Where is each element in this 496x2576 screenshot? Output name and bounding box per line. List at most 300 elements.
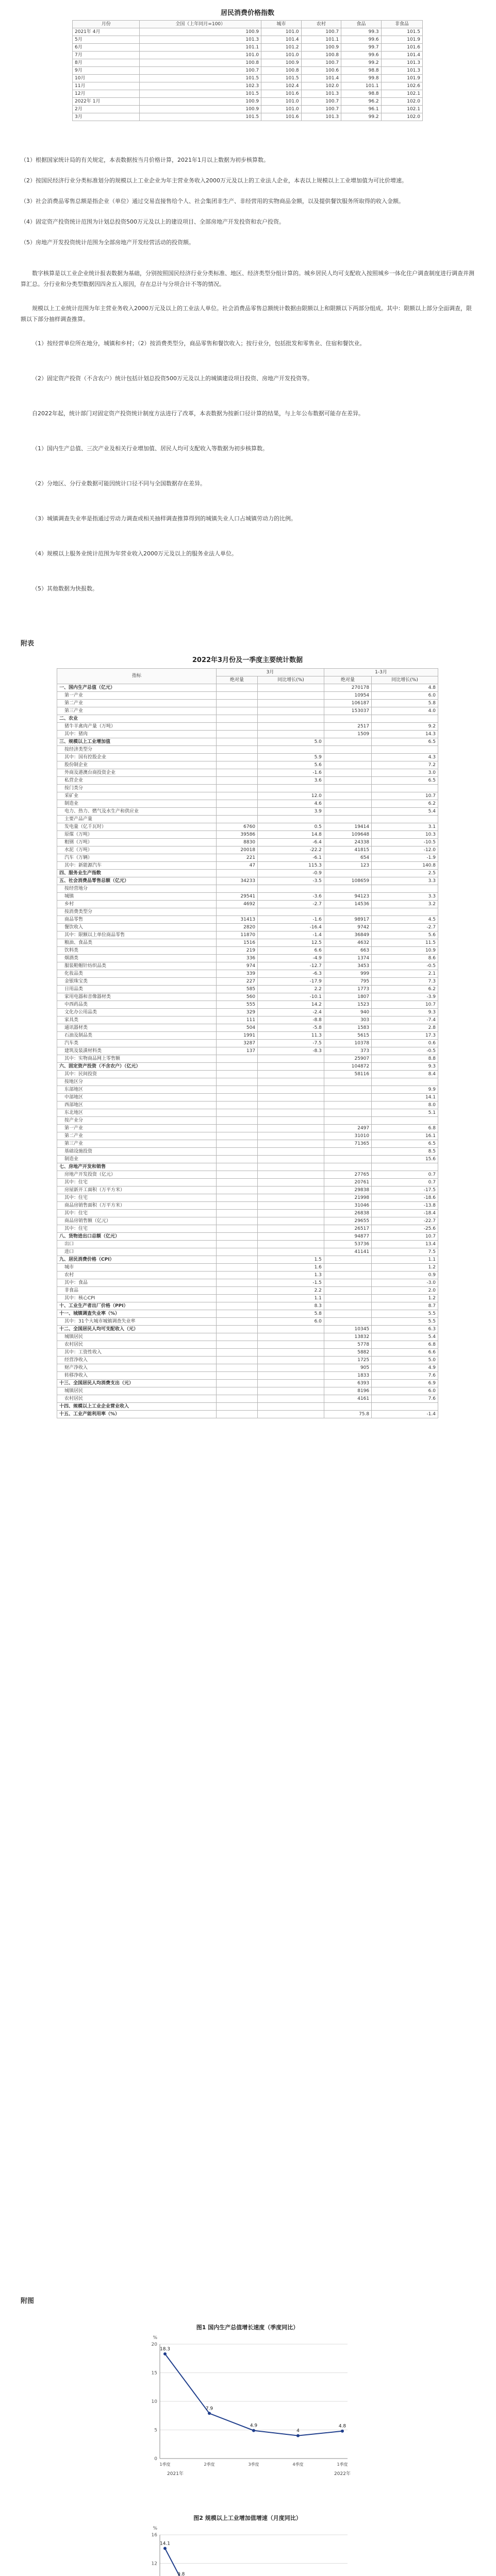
main-table-cell: 金银珠宝类 bbox=[57, 978, 217, 986]
main-table-cell: -16.4 bbox=[258, 924, 324, 931]
main-table-row bbox=[57, 1171, 438, 1179]
main-table-cell bbox=[258, 1140, 324, 1148]
main-table-cell: 26838 bbox=[324, 1210, 371, 1217]
main-table-row bbox=[57, 777, 438, 785]
main-table-cell bbox=[217, 1318, 258, 1326]
body-paragraph: （3）城镇调查失业率是指通过劳动力调查或相关抽样调查推算得到的城镇失业人口占城镇劳动力的比例。 bbox=[32, 515, 296, 522]
main-table-cell: 504 bbox=[217, 1024, 258, 1032]
main-table-cell bbox=[217, 1272, 258, 1279]
main-table-cell bbox=[258, 1225, 324, 1233]
top-table-cell: 2022年 1月 bbox=[73, 98, 140, 106]
note-item: （5）房地产开发投资统计范围为全部房地产开发经营活动的投资额。 bbox=[21, 239, 194, 246]
top-table-title: 居民消费价格指数 bbox=[220, 9, 274, 17]
main-table-cell bbox=[217, 785, 258, 792]
main-table-cell bbox=[258, 1101, 324, 1109]
main-table-cell bbox=[217, 761, 258, 769]
main-table-row bbox=[57, 731, 438, 738]
main-table-cell: -6.1 bbox=[258, 854, 324, 862]
main-table-cell: 4.0 bbox=[372, 707, 438, 715]
main-table-cell bbox=[217, 1117, 258, 1125]
main-table-cell: 11870 bbox=[217, 931, 258, 939]
main-table-cell: 940 bbox=[324, 1009, 371, 1016]
main-table-cell bbox=[217, 1156, 258, 1163]
main-table-row bbox=[57, 800, 438, 808]
main-table-cell: 1773 bbox=[324, 986, 371, 993]
top-table-body bbox=[73, 28, 423, 121]
main-table-header-cell: 指标 bbox=[57, 669, 217, 684]
main-table-cell: 十三、全国居民人均消费支出（元） bbox=[57, 1380, 217, 1387]
main-table-cell bbox=[217, 707, 258, 715]
main-table-cell: 其中：新能源汽车 bbox=[57, 862, 217, 870]
main-table-cell: 8830 bbox=[217, 839, 258, 846]
main-table-cell: 71365 bbox=[324, 1140, 371, 1148]
top-table-block bbox=[72, 7, 423, 121]
main-table-cell bbox=[217, 1264, 258, 1272]
main-table-cell bbox=[372, 1163, 438, 1171]
main-table-cell: 10.9 bbox=[372, 947, 438, 955]
main-table-cell bbox=[217, 1395, 258, 1403]
main-table-row bbox=[57, 1302, 438, 1310]
main-table-cell: 1.6 bbox=[258, 1264, 324, 1272]
main-table-header-cell: 3月 bbox=[217, 669, 324, 676]
main-table-cell: -1.4 bbox=[372, 1411, 438, 1418]
main-table-cell: 5.4 bbox=[372, 1333, 438, 1341]
main-table-cell bbox=[258, 1210, 324, 1217]
main-table-row bbox=[57, 1047, 438, 1055]
main-table-cell: 5.1 bbox=[372, 1109, 438, 1117]
y-tick-label: 5 bbox=[154, 2428, 157, 2433]
main-table-cell: 汽车类 bbox=[57, 1040, 217, 1047]
group-label: 2022年 bbox=[334, 2471, 351, 2477]
main-table-cell: 29838 bbox=[324, 1187, 371, 1194]
main-table-cell bbox=[258, 1078, 324, 1086]
main-table-cell bbox=[217, 1086, 258, 1094]
main-table-cell bbox=[258, 684, 324, 692]
data-point bbox=[163, 2547, 167, 2550]
main-table-cell: 19414 bbox=[324, 823, 371, 831]
main-table-cell: 663 bbox=[324, 947, 371, 955]
main-table-cell: 29541 bbox=[217, 893, 258, 901]
main-table-cell bbox=[258, 1333, 324, 1341]
main-table-cell: 336 bbox=[217, 955, 258, 962]
top-table-cell: 9月 bbox=[73, 67, 140, 75]
main-table-cell: 14.3 bbox=[372, 731, 438, 738]
main-table-cell: 2.2 bbox=[258, 986, 324, 993]
top-table-cell: 100.7 bbox=[301, 106, 341, 113]
main-table-cell: 10378 bbox=[324, 1040, 371, 1047]
top-table-cell: 99.2 bbox=[341, 59, 382, 67]
main-table-cell: 制造业 bbox=[57, 800, 217, 808]
main-table-cell bbox=[324, 1086, 371, 1094]
main-table-cell: -25.6 bbox=[372, 1225, 438, 1233]
main-table-cell: 5.6 bbox=[258, 761, 324, 769]
main-table-cell bbox=[324, 754, 371, 761]
main-table-cell: 0.6 bbox=[372, 1040, 438, 1047]
top-table-row bbox=[73, 113, 423, 121]
main-table-cell: 中西药品类 bbox=[57, 1001, 217, 1009]
main-table-cell: -4.9 bbox=[258, 955, 324, 962]
main-table-row bbox=[57, 1140, 438, 1148]
main-table-cell bbox=[258, 1156, 324, 1163]
top-table-cell: 100.8 bbox=[301, 52, 341, 59]
top-table-cell: 101.6 bbox=[261, 90, 302, 98]
main-table-cell: 九、居民消费价格（CPI） bbox=[57, 1256, 217, 1264]
main-table-cell bbox=[258, 1357, 324, 1364]
main-table-cell: 乡村 bbox=[57, 901, 217, 908]
main-table-cell: 9.2 bbox=[372, 723, 438, 731]
main-table-cell: 6393 bbox=[324, 1380, 371, 1387]
data-label: 9.8 bbox=[177, 2572, 185, 2576]
main-table-cell bbox=[217, 1202, 258, 1210]
main-table-cell: 9.3 bbox=[372, 1063, 438, 1071]
main-table-cell: 4.8 bbox=[372, 684, 438, 692]
x-tick-label: 1季度 bbox=[337, 2462, 348, 2467]
main-table-cell: 一、国内生产总值（亿元） bbox=[57, 684, 217, 692]
main-table-cell bbox=[258, 715, 324, 723]
main-table-row bbox=[57, 862, 438, 870]
main-table-cell: -0.5 bbox=[372, 1047, 438, 1055]
top-table-cell: 100.8 bbox=[261, 67, 302, 75]
main-table-cell bbox=[217, 792, 258, 800]
main-table-cell: 10.3 bbox=[372, 831, 438, 839]
main-table-cell: 11.5 bbox=[372, 939, 438, 947]
top-table-cell: 100.8 bbox=[140, 59, 261, 67]
main-table-cell bbox=[258, 1403, 324, 1411]
main-table-cell: 4.9 bbox=[372, 1364, 438, 1372]
main-table-cell bbox=[258, 723, 324, 731]
main-table-cell: 其中：限额以上单位商品零售 bbox=[57, 931, 217, 939]
main-table-cell: 建筑及装潢材料类 bbox=[57, 1047, 217, 1055]
top-table-cell: 98.8 bbox=[341, 90, 382, 98]
main-table-cell: 6.0 bbox=[372, 1387, 438, 1395]
main-table-cell bbox=[258, 1071, 324, 1078]
main-table-cell: 城市 bbox=[57, 1264, 217, 1272]
note-item: （3）社会消费品零售总额是指企业（单位）通过交易直接售给个人、社会集团非生产、非经营用的实物商品金额，以及提供餐饮服务所取得的收入金额。 bbox=[21, 198, 404, 205]
main-table-cell: -12.0 bbox=[372, 846, 438, 854]
main-table-cell: 其中：31个大城市城镇调查失业率 bbox=[57, 1318, 217, 1326]
main-table-cell bbox=[372, 1403, 438, 1411]
main-table-cell: 7.6 bbox=[372, 1372, 438, 1380]
main-table-cell bbox=[258, 1179, 324, 1187]
main-table-cell bbox=[324, 1318, 371, 1326]
main-table-cell bbox=[217, 1171, 258, 1179]
top-table-header-row bbox=[73, 21, 423, 28]
main-table-cell: 974 bbox=[217, 962, 258, 970]
main-table-cell: 其中：工资性收入 bbox=[57, 1349, 217, 1357]
main-table-cell: 14536 bbox=[324, 901, 371, 908]
main-table-row bbox=[57, 939, 438, 947]
top-table-cell: 101.1 bbox=[301, 36, 341, 44]
main-table-cell bbox=[258, 1395, 324, 1403]
body-paragraph: （2）分地区、分行业数据可能因统计口径不同与全国数据存在差异。 bbox=[32, 480, 206, 487]
data-label: 14.1 bbox=[159, 2541, 171, 2547]
main-table-cell: -18.6 bbox=[372, 1194, 438, 1202]
main-table-cell: 1.1 bbox=[372, 1256, 438, 1264]
main-table-cell bbox=[324, 1163, 371, 1171]
main-table-cell: 339 bbox=[217, 970, 258, 978]
main-table-cell: 十一、城镇调查失业率（%） bbox=[57, 1310, 217, 1318]
top-table-cell: 101.6 bbox=[381, 44, 422, 52]
main-table-cell bbox=[217, 1380, 258, 1387]
top-table-cell: 100.6 bbox=[301, 67, 341, 75]
main-table-cell bbox=[258, 1380, 324, 1387]
main-table-cell bbox=[258, 785, 324, 792]
main-table-cell: -7.5 bbox=[258, 1040, 324, 1047]
main-table-cell: 0.9 bbox=[372, 1272, 438, 1279]
main-table-cell: 六、固定资产投资（不含农户）（亿元） bbox=[57, 1063, 217, 1071]
top-table-cell: 102.6 bbox=[381, 82, 422, 90]
top-table-cell: 101.5 bbox=[381, 28, 422, 36]
main-table-cell: 58116 bbox=[324, 1071, 371, 1078]
main-table-cell: 其中：食品 bbox=[57, 1279, 217, 1287]
y-tick-label: 15 bbox=[151, 2370, 157, 2376]
main-table-cell: 房地产开发投资（亿元） bbox=[57, 1171, 217, 1179]
main-table-cell: 烟酒类 bbox=[57, 955, 217, 962]
main-table-row bbox=[57, 854, 438, 862]
main-table-cell: 555 bbox=[217, 1001, 258, 1009]
main-table-row bbox=[57, 715, 438, 723]
main-table-row bbox=[57, 1349, 438, 1357]
main-table-cell bbox=[217, 1210, 258, 1217]
main-table-cell: 文化办公用品类 bbox=[57, 1009, 217, 1016]
main-table-cell: 转移净收入 bbox=[57, 1372, 217, 1380]
main-table-cell bbox=[217, 808, 258, 816]
main-table-cell: 6.2 bbox=[372, 986, 438, 993]
main-table-cell bbox=[324, 746, 371, 754]
main-table-cell bbox=[258, 1364, 324, 1372]
main-table-row bbox=[57, 1295, 438, 1302]
main-table-cell: 47 bbox=[217, 862, 258, 870]
main-table-row bbox=[57, 978, 438, 986]
main-table-cell: 房屋新开工面积（万平方米） bbox=[57, 1187, 217, 1194]
main-table-cell: 13832 bbox=[324, 1333, 371, 1341]
top-table-header-cell: 非食品 bbox=[381, 21, 422, 28]
main-table-cell bbox=[372, 816, 438, 823]
main-table-cell: 3.9 bbox=[258, 808, 324, 816]
main-table-cell: 第二产业 bbox=[57, 1132, 217, 1140]
main-table-cell: 6.3 bbox=[372, 1326, 438, 1333]
main-table-cell: 2.5 bbox=[372, 870, 438, 877]
main-table-cell bbox=[258, 885, 324, 893]
main-table-cell: 其中：住宅 bbox=[57, 1225, 217, 1233]
main-table-cell: 0.7 bbox=[372, 1179, 438, 1187]
main-table-cell: 5.4 bbox=[372, 808, 438, 816]
main-table-cell bbox=[258, 1217, 324, 1225]
main-table-row bbox=[57, 1132, 438, 1140]
main-table-cell bbox=[324, 1101, 371, 1109]
main-table-cell bbox=[258, 816, 324, 823]
main-table-cell bbox=[372, 885, 438, 893]
main-table-cell: 1.2 bbox=[372, 1295, 438, 1302]
top-table-cell: 99.6 bbox=[341, 52, 382, 59]
main-table-row bbox=[57, 1086, 438, 1094]
top-table-cell: 100.7 bbox=[301, 59, 341, 67]
main-table-cell bbox=[217, 715, 258, 723]
main-table-cell: 221 bbox=[217, 854, 258, 862]
main-table-cell: 十、工业生产者出厂价格（PPI） bbox=[57, 1302, 217, 1310]
top-table-cell: 101.5 bbox=[140, 75, 261, 82]
body-paragraph: （5）其他数据为快报数。 bbox=[32, 585, 98, 592]
main-table-cell: 4632 bbox=[324, 939, 371, 947]
main-table-row bbox=[57, 916, 438, 924]
top-table-cell: 98.8 bbox=[341, 67, 382, 75]
main-table-subheader-cell: 同比增长(%) bbox=[258, 676, 324, 684]
main-table-cell bbox=[217, 1125, 258, 1132]
main-table-row bbox=[57, 839, 438, 846]
main-table-cell bbox=[324, 761, 371, 769]
top-table-row bbox=[73, 44, 423, 52]
main-table-cell bbox=[217, 1403, 258, 1411]
main-table-cell bbox=[258, 1194, 324, 1202]
main-table-cell bbox=[372, 785, 438, 792]
main-table-cell bbox=[217, 1341, 258, 1349]
main-table-cell bbox=[217, 1310, 258, 1318]
main-table-row bbox=[57, 1117, 438, 1125]
main-table-cell bbox=[258, 1148, 324, 1156]
main-table-cell: 94123 bbox=[324, 893, 371, 901]
main-table-cell bbox=[324, 1156, 371, 1163]
main-table-row bbox=[57, 986, 438, 993]
main-table-cell: 140.8 bbox=[372, 862, 438, 870]
main-table-row bbox=[57, 1125, 438, 1132]
x-tick-label: 1季度 bbox=[159, 2462, 171, 2467]
main-table-row bbox=[57, 1248, 438, 1256]
top-table-row bbox=[73, 28, 423, 36]
top-table-row bbox=[73, 98, 423, 106]
main-table-cell: 3453 bbox=[324, 962, 371, 970]
main-table-cell: 其中：住宅 bbox=[57, 1179, 217, 1187]
top-table-cell: 100.9 bbox=[301, 44, 341, 52]
main-table-cell: 227 bbox=[217, 978, 258, 986]
appendix-label: 附图 bbox=[21, 2297, 35, 2305]
main-table-cell: -17.5 bbox=[372, 1187, 438, 1194]
body-paragraph: （2）固定资产投资（不含农户）统计包括计划总投资500万元及以上的城镇建设项目投资、房地产开发投资等。 bbox=[32, 375, 313, 382]
main-table-cell: 20761 bbox=[324, 1179, 371, 1187]
body-paragraph: 自2022年起，统计部门对固定资产投资统计制度方法进行了改革，本表数据为按新口径计算的结果，与上年公布数据可能存在差异。 bbox=[32, 410, 364, 417]
top-table-cell: 101.2 bbox=[261, 44, 302, 52]
main-table-cell bbox=[217, 1357, 258, 1364]
main-table-row bbox=[57, 1256, 438, 1264]
top-table-cell: 6月 bbox=[73, 44, 140, 52]
x-tick-label: 3季度 bbox=[248, 2462, 259, 2467]
main-table-row bbox=[57, 1233, 438, 1241]
main-table-cell: 其中：住宅 bbox=[57, 1210, 217, 1217]
main-table-cell bbox=[217, 1372, 258, 1380]
main-table-row bbox=[57, 955, 438, 962]
main-table-row bbox=[57, 1364, 438, 1372]
main-table-cell bbox=[258, 1387, 324, 1395]
main-table-cell bbox=[372, 715, 438, 723]
main-table-cell bbox=[217, 1063, 258, 1071]
main-table-cell: -13.8 bbox=[372, 1202, 438, 1210]
main-table-cell bbox=[324, 800, 371, 808]
main-table-cell bbox=[258, 1411, 324, 1418]
main-table-cell: 其中：猪肉 bbox=[57, 731, 217, 738]
main-table-cell: 5.8 bbox=[372, 700, 438, 707]
main-table-cell: 十四、规模以上工业企业营业收入 bbox=[57, 1403, 217, 1411]
top-table-row bbox=[73, 67, 423, 75]
data-point bbox=[296, 2434, 300, 2437]
main-table-cell bbox=[258, 1094, 324, 1101]
top-table-cell: 11月 bbox=[73, 82, 140, 90]
main-table-row bbox=[57, 1055, 438, 1063]
top-table-cell: 101.3 bbox=[140, 36, 261, 44]
main-table-cell bbox=[324, 1295, 371, 1302]
note-item: （4）固定资产投资统计范围为计划总投资500万元及以上的建设项目、全部房地产开发投资和农户投资。 bbox=[21, 218, 285, 225]
main-table-cell: 585 bbox=[217, 986, 258, 993]
main-table-cell: 31046 bbox=[324, 1202, 371, 1210]
main-table-cell: 出口 bbox=[57, 1241, 217, 1248]
main-table-row bbox=[57, 970, 438, 978]
main-table-cell: 1.1 bbox=[258, 1295, 324, 1302]
main-table-cell: 制造业 bbox=[57, 1156, 217, 1163]
main-table-cell: 进口 bbox=[57, 1248, 217, 1256]
main-table-cell: 商品房销售面积（万平方米） bbox=[57, 1202, 217, 1210]
main-table-cell: 26517 bbox=[324, 1225, 371, 1233]
top-table-cell: 10月 bbox=[73, 75, 140, 82]
top-table-cell: 102.0 bbox=[381, 113, 422, 121]
top-table-cell: 101.3 bbox=[301, 113, 341, 121]
main-table-row bbox=[57, 924, 438, 931]
main-table-cell bbox=[324, 738, 371, 746]
main-table-cell bbox=[258, 707, 324, 715]
main-table-cell: 75.8 bbox=[324, 1411, 371, 1418]
body-paragraph: 规模以上工业统计范围为年主营业务收入2000万元及以上的工业法人单位。社会消费品零售总额统计数据由限额以上和限额以下两部分组成。其中：限额以上部分全面调查，限额以下部分抽样调查推算。 bbox=[21, 305, 472, 323]
main-table bbox=[57, 668, 438, 1418]
main-table-cell: -10.1 bbox=[258, 993, 324, 1001]
main-table-cell bbox=[324, 870, 371, 877]
main-table-cell: 14.2 bbox=[258, 1001, 324, 1009]
top-table-cell: 101.4 bbox=[301, 75, 341, 82]
top-table-cell: 8月 bbox=[73, 59, 140, 67]
main-table-row bbox=[57, 1016, 438, 1024]
main-table-row bbox=[57, 885, 438, 893]
main-table-cell: 7.5 bbox=[372, 1248, 438, 1256]
main-table-cell: 6.5 bbox=[372, 738, 438, 746]
top-table-cell: 12月 bbox=[73, 90, 140, 98]
main-table-cell bbox=[217, 1055, 258, 1063]
main-table-cell: -1.6 bbox=[258, 769, 324, 777]
main-table-row bbox=[57, 1333, 438, 1341]
top-table-cell: 101.6 bbox=[261, 113, 302, 121]
main-table-cell: 按消费类型分 bbox=[57, 908, 217, 916]
top-table-row bbox=[73, 36, 423, 44]
main-table-cell: 10954 bbox=[324, 692, 371, 700]
main-table-cell bbox=[217, 816, 258, 823]
main-table-cell: 财产净收入 bbox=[57, 1364, 217, 1372]
top-table-cell: 5月 bbox=[73, 36, 140, 44]
main-table-cell: -1.6 bbox=[258, 916, 324, 924]
top-table-cell: 100.7 bbox=[301, 28, 341, 36]
main-table-cell: 98917 bbox=[324, 916, 371, 924]
y-tick-label: 10 bbox=[151, 2399, 157, 2404]
top-table-cell: 102.1 bbox=[381, 90, 422, 98]
main-table-cell: 6760 bbox=[217, 823, 258, 831]
main-table-cell bbox=[217, 684, 258, 692]
main-table-row bbox=[57, 1109, 438, 1117]
main-table-row bbox=[57, 1078, 438, 1086]
main-table-cell: 5.0 bbox=[258, 738, 324, 746]
main-table-row bbox=[57, 1071, 438, 1078]
main-table-cell: 5615 bbox=[324, 1032, 371, 1040]
main-table-cell: 3.3 bbox=[372, 877, 438, 885]
main-table-row bbox=[57, 1194, 438, 1202]
main-table-row bbox=[57, 908, 438, 916]
main-table-cell bbox=[258, 731, 324, 738]
main-table-cell: 按经济类型分 bbox=[57, 746, 217, 754]
main-table-row bbox=[57, 1310, 438, 1318]
main-table-cell: 36849 bbox=[324, 931, 371, 939]
